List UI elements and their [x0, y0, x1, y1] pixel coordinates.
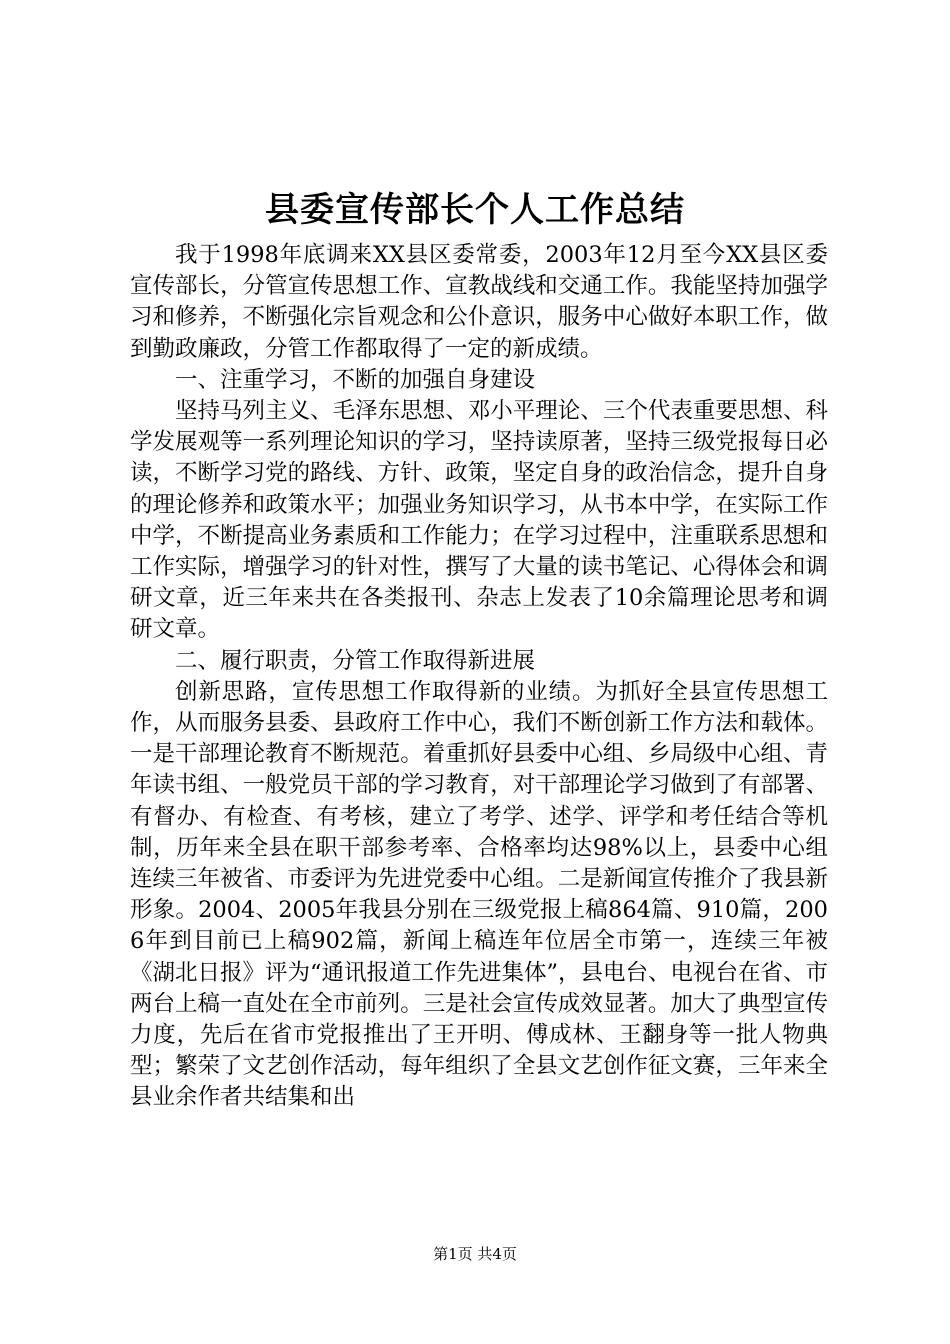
- document-title: 县委宣传部长个人工作总结: [265, 190, 685, 230]
- paragraph-study: 坚持马列主义、毛泽东思想、邓小平理论、三个代表重要思想、科学发展观等一系列理论知识的学习，坚持读原著，坚持三级党报每日必读，不断学习党的路线、方针、政策，坚定自身的政治信念，提升自身的理论修养和政策水平；加强业务知识学习，从书本中学，在实际工作中学，不断提高业务素质和工作能力；在学习过程中，注重联系思想和工作实际，增强学习的针对性，撰写了大量的读书笔记、心得体会和调研文章，近三年来共在各类报刊、杂志上发表了10余篇理论思考和调研文章。: [130, 398, 828, 643]
- paragraph-duties: 创新思路，宣传思想工作取得新的业绩。为抓好全县宣传思想工作，从而服务县委、县政府工作中心，我们不断创新工作方法和载体。一是干部理论教育不断规范。着重抓好县委中心组、乡局级中心组、青年读书组、一般党员干部的学习教育，对干部理论学习做到了有部署、有督办、有检查、有考核，建立了考学、述学、评学和考任结合等机制，历年来全县在职干部参考率、合格率均达98%以上，县委中心组连续三年被省、市委评为先进党委中心组。二是新闻宣传推介了我县新形象。2004、2005年我县分别在三级党报上稿864篇、910篇，2006年到目前已上稿902篇，新闻上稿连年位居全市第一，连续三年被《湖北日报》评为“通讯报道工作先进集体”，县电台、电视台在省、市两台上稿一直处在全市前列。三是社会宣传成效显著。加大了典型宣传力度，先后在省市党报推出了王开明、傅成林、王翻身等一批人物典型；繁荣了文艺创作活动，每年组织了全县文艺创作征文赛，三年来全县业余作者共结集和出: [130, 678, 829, 1111]
- paragraph-intro: 我于1998年底调来XX县区委常委，2003年12月至今XX县区委宣传部长，分管宣传思想工作、宣教战线和交通工作。我能坚持加强学习和修养，不断强化宗旨观念和公仆意识，服务中心做好本职工作，做到勤政廉政，分管工作都取得了一定的新成绩。: [130, 242, 828, 362]
- page-footer: 第1页 共4页: [433, 1245, 517, 1263]
- section-heading-2: 二、履行职责，分管工作取得新进展: [175, 647, 536, 674]
- section-heading-1: 一、注重学习，不断的加强自身建设: [175, 366, 536, 393]
- document-body: [130, 240, 828, 1114]
